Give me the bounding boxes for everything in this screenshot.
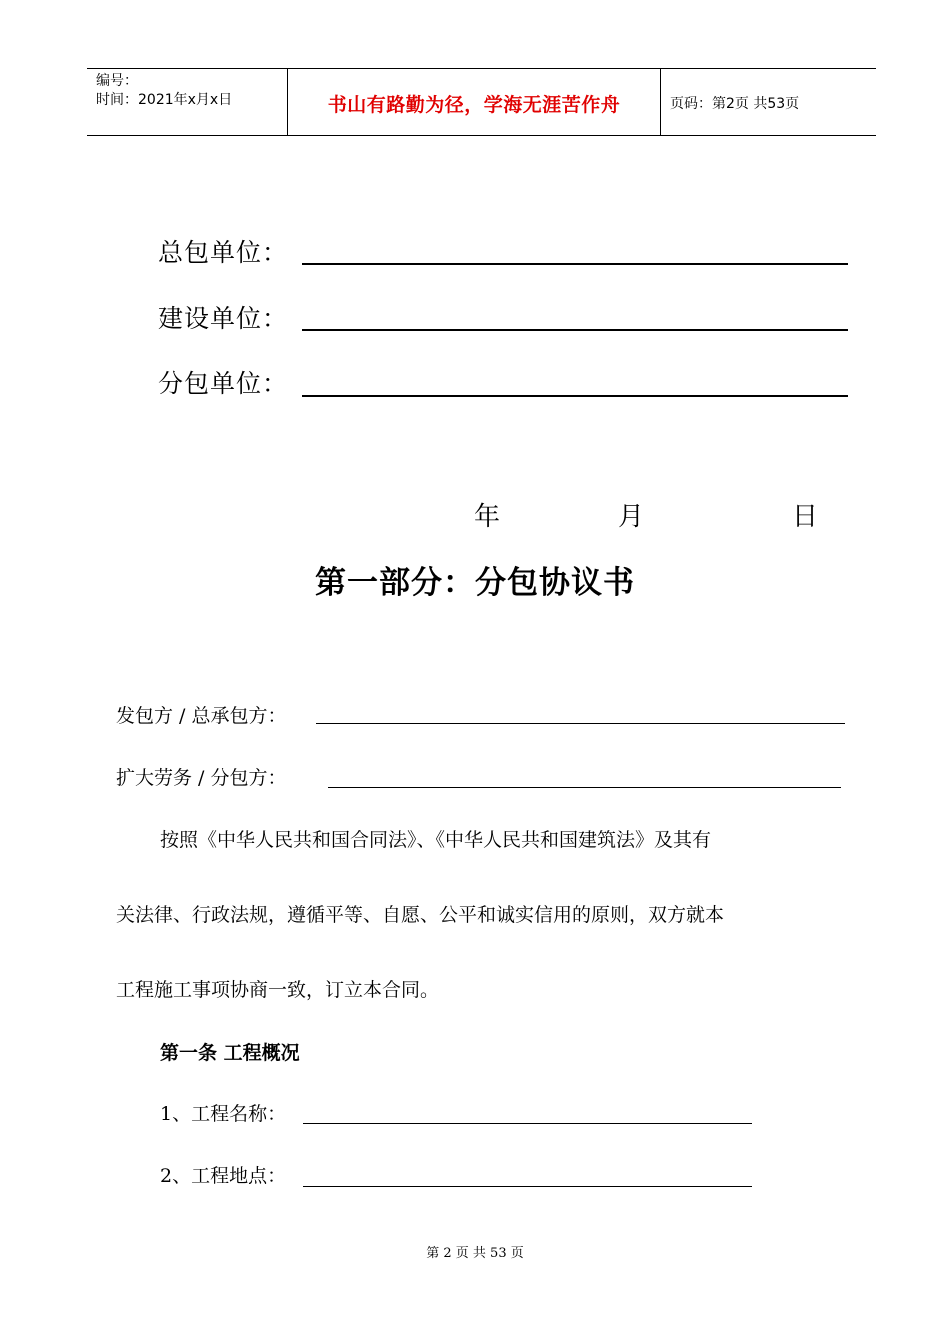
subcontractor-line[interactable] — [328, 787, 841, 788]
project-location-line[interactable] — [303, 1186, 752, 1187]
header-top-rule — [87, 68, 876, 69]
unit-construction-label: 建设单位： — [158, 304, 289, 333]
date-year: 年 — [474, 502, 501, 532]
unit-construction-line[interactable] — [302, 329, 848, 331]
subcontractor-label: 扩大劳务 / 分包方： — [116, 767, 287, 789]
unit-general-contractor-label: 总包单位： — [158, 238, 289, 267]
date-day: 日 — [792, 502, 819, 532]
paragraph-line-3: 工程施工事项协商一致，订立本合同。 — [116, 979, 440, 1001]
header-page-info: 页码：第2页 共53页 — [670, 96, 800, 112]
header-bottom-rule — [87, 135, 876, 136]
date-month: 月 — [618, 502, 645, 532]
page-footer: 第 2 页 共 53 页 — [426, 1246, 524, 1261]
article-1-title: 第一条 工程概况 — [160, 1042, 300, 1064]
project-location-label: 2、工程地点： — [160, 1165, 287, 1187]
project-name-label: 1、工程名称： — [160, 1103, 287, 1125]
header-number-label: 编号： — [96, 73, 138, 89]
unit-subcontractor-line[interactable] — [302, 395, 848, 397]
unit-subcontractor-label: 分包单位： — [158, 369, 289, 398]
header-motto: 书山有路勤为径，学海无涯苦作舟 — [327, 94, 621, 116]
paragraph-line-2: 关法律、行政法规，遵循平等、自愿、公平和诚实信用的原则，双方就本 — [116, 904, 725, 926]
project-name-line[interactable] — [303, 1123, 752, 1124]
header-time: 时间：2021年x月x日 — [96, 92, 233, 108]
document-title: 第一部分：分包协议书 — [315, 565, 635, 601]
employer-line[interactable] — [316, 723, 845, 724]
unit-general-contractor-line[interactable] — [302, 263, 848, 265]
paragraph-line-1: 按照《中华人民共和国合同法》、《中华人民共和国建筑法》及其有 — [160, 829, 712, 851]
header-divider-right — [660, 68, 661, 135]
employer-label: 发包方 / 总承包方： — [116, 705, 287, 727]
